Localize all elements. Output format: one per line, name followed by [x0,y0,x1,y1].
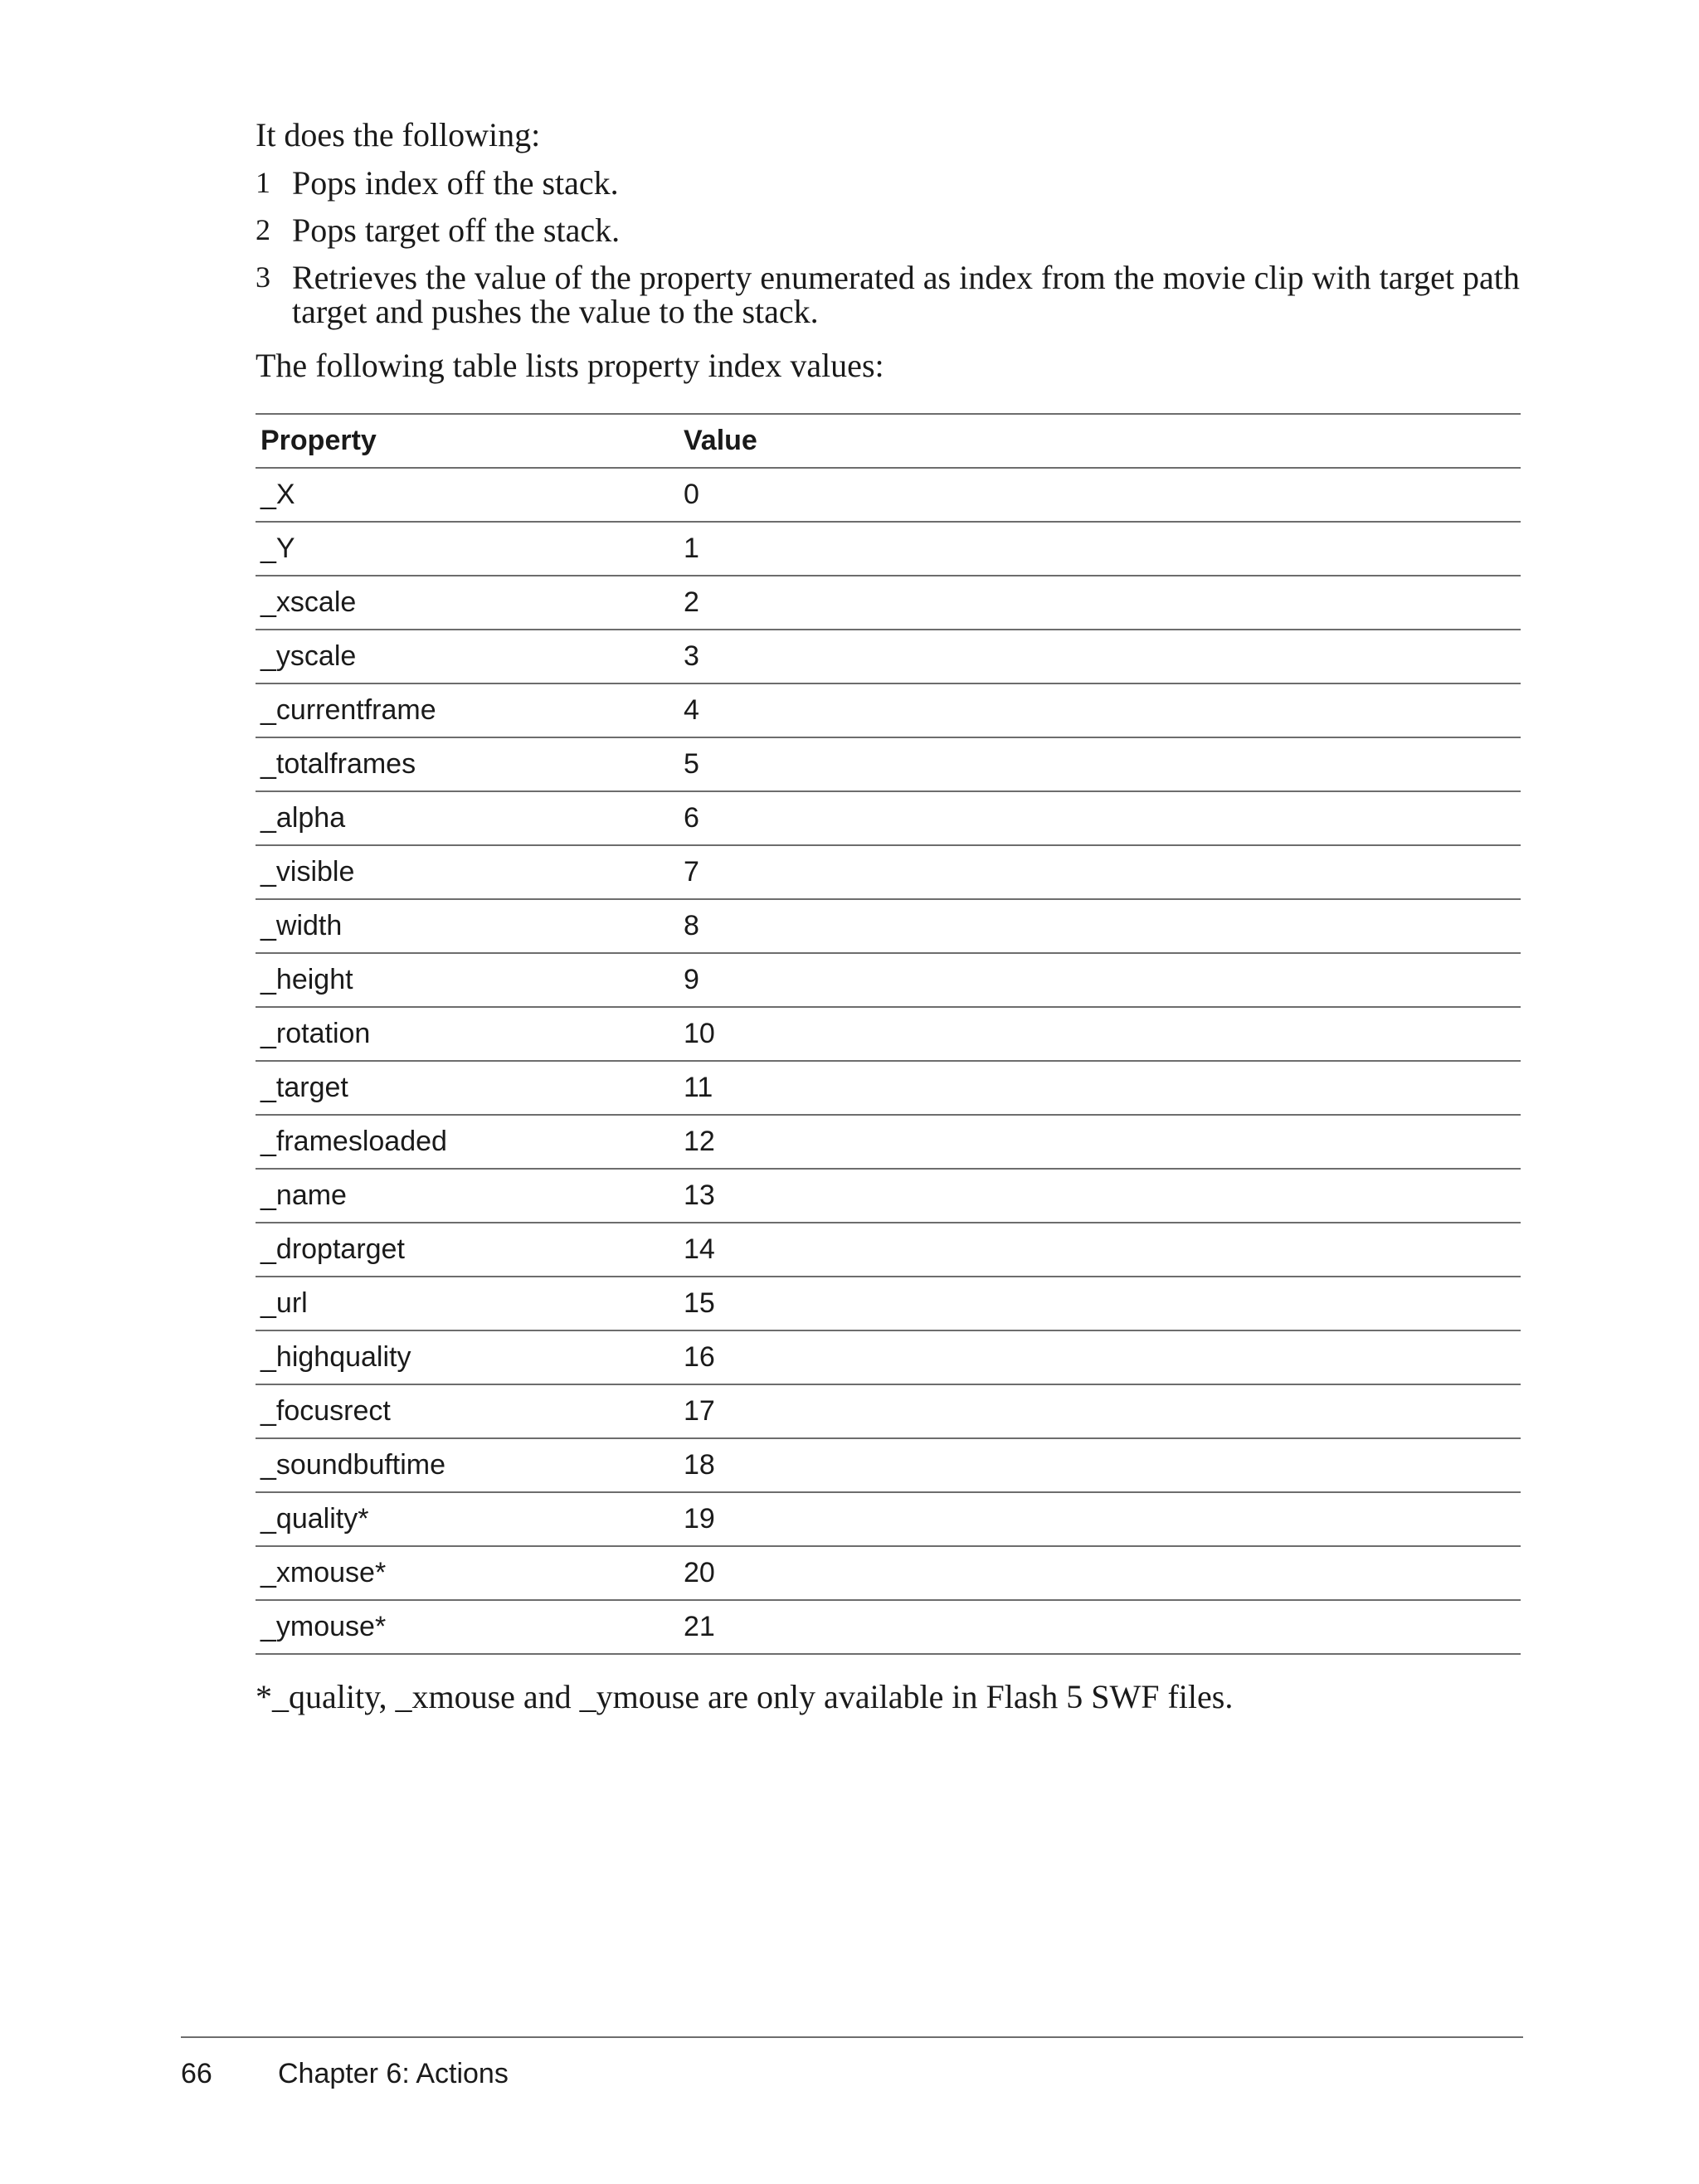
footnote: *_quality, _xmouse and _ymouse are only available in Flash 5 SWF files. [256,1678,1234,1715]
value-cell: 1 [679,522,1521,576]
value-cell: 7 [679,845,1521,899]
property-cell: _framesloaded [256,1115,679,1169]
table-row [256,683,1521,737]
column-header-property: Property [256,414,679,468]
table-row [256,1330,1521,1384]
table-lead-text: The following table lists property index values: [256,347,884,384]
table-row [256,1061,1521,1115]
table-row [256,899,1521,953]
property-cell: _height [256,953,679,1007]
value-cell: 5 [679,737,1521,791]
table-row [256,1007,1521,1061]
footer-divider [181,2036,1523,2038]
value-cell: 9 [679,953,1521,1007]
table-row [256,630,1521,683]
intro-text: It does the following: [256,116,541,153]
table-row [256,576,1521,630]
value-cell: 6 [679,791,1521,845]
property-cell: _ymouse* [256,1600,679,1654]
steps-list [256,166,1525,342]
property-cell: _quality* [256,1492,679,1546]
table-row [256,522,1521,576]
property-cell: _Y [256,522,679,576]
property-cell: _X [256,468,679,522]
value-cell: 2 [679,576,1521,630]
value-cell: 11 [679,1061,1521,1115]
value-cell: 16 [679,1330,1521,1384]
value-cell: 19 [679,1492,1521,1546]
property-cell: _target [256,1061,679,1115]
table-row [256,1115,1521,1169]
property-cell: _currentframe [256,683,679,737]
property-cell: _focusrect [256,1384,679,1438]
step-text: Pops index off the stack. [292,164,619,202]
table-row [256,1438,1521,1492]
list-item [256,213,1525,247]
table-header-row [256,414,1521,468]
property-cell: _url [256,1277,679,1330]
value-cell: 0 [679,468,1521,522]
property-cell: _soundbuftime [256,1438,679,1492]
property-cell: _droptarget [256,1223,679,1277]
value-cell: 8 [679,899,1521,953]
property-cell: _highquality [256,1330,679,1384]
list-item [256,260,1525,328]
value-cell: 21 [679,1600,1521,1654]
property-cell: _xmouse* [256,1546,679,1600]
table-row [256,1546,1521,1600]
table-row [256,468,1521,522]
chapter-label: Chapter 6: Actions [278,2058,509,2089]
table-row [256,1384,1521,1438]
table-row [256,1277,1521,1330]
value-cell: 12 [679,1115,1521,1169]
table-row [256,737,1521,791]
step-text: Retrieves the value of the property enumerated as index from the movie clip with target path target and pushes the value to the stack. [292,259,1520,330]
property-table [256,413,1521,1655]
property-cell: _yscale [256,630,679,683]
value-cell: 3 [679,630,1521,683]
value-cell: 10 [679,1007,1521,1061]
table-row [256,1492,1521,1546]
column-header-value: Value [679,414,1521,468]
value-cell: 20 [679,1546,1521,1600]
value-cell: 17 [679,1384,1521,1438]
table-row [256,1223,1521,1277]
step-text: Pops target off the stack. [292,212,621,249]
property-cell: _xscale [256,576,679,630]
value-cell: 15 [679,1277,1521,1330]
value-cell: 13 [679,1169,1521,1223]
value-cell: 14 [679,1223,1521,1277]
property-cell: _totalframes [256,737,679,791]
step-number: 1 [256,166,270,199]
page-number: 66 [181,2058,212,2089]
table-row [256,845,1521,899]
property-cell: _alpha [256,791,679,845]
table-row [256,953,1521,1007]
value-cell: 18 [679,1438,1521,1492]
list-item [256,166,1525,200]
step-number: 2 [256,213,270,246]
table-row [256,1169,1521,1223]
property-cell: _rotation [256,1007,679,1061]
step-number: 3 [256,260,270,294]
table-body [256,468,1521,1654]
property-cell: _visible [256,845,679,899]
property-cell: _name [256,1169,679,1223]
property-cell: _width [256,899,679,953]
table-row [256,791,1521,845]
table-row [256,1600,1521,1654]
value-cell: 4 [679,683,1521,737]
